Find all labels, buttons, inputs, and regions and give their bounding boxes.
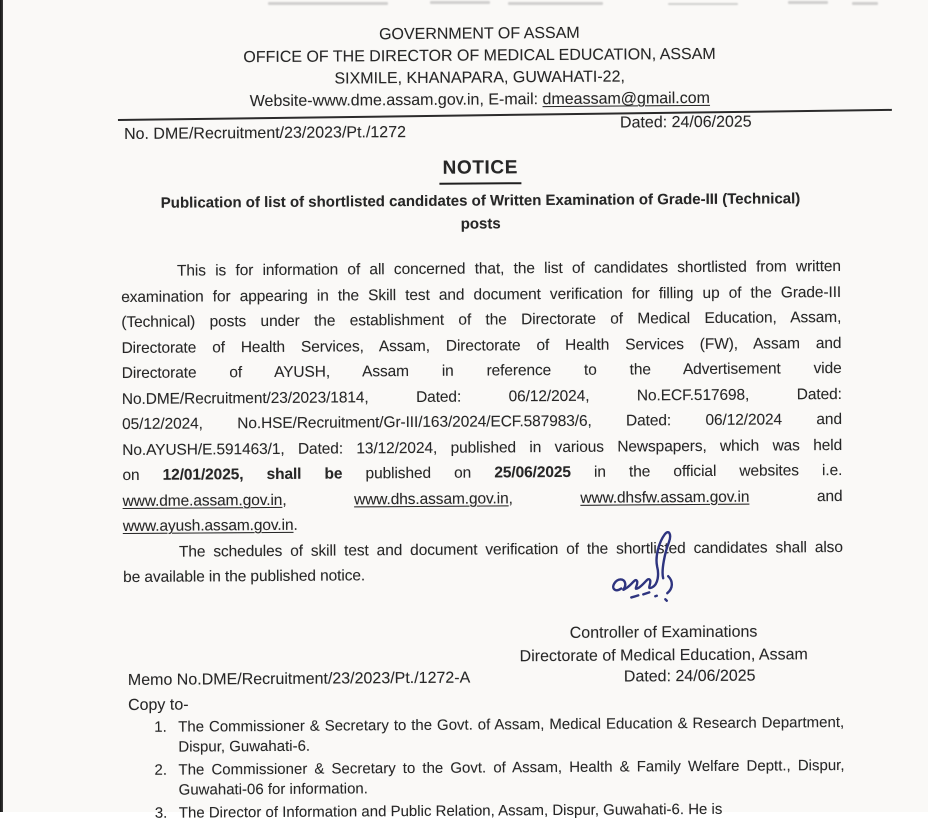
text-segment: The schedules of skill test and document verification of the shortlisted candidates shall also [178, 538, 843, 561]
scan-artifact [852, 2, 878, 5]
copy-to-item [124, 712, 844, 758]
link-text: www.ayush.assam.gov.in [122, 516, 294, 536]
item-text: The Commissioner & Secretary to the Govt. of Assam, Medical Education & Research Department, Dispur, Guwahati-6. [178, 713, 845, 756]
link-text: www.dhsfw.assam.gov.in [580, 488, 750, 507]
item-number: 3. [154, 804, 168, 822]
text-segment: , [282, 490, 355, 509]
link-text: www.dme.assam.gov.in [122, 491, 283, 510]
text-segment: GOVERNMENT OF ASSAM [378, 24, 580, 44]
signature-stroke-dash1 [631, 595, 638, 597]
body-paragraph-1 [121, 254, 843, 540]
signatory-organization: Directorate of Medical Education, Assam [519, 645, 808, 665]
reference-date: Dated: 24/06/2025 [619, 113, 752, 132]
text-segment: and [749, 487, 843, 506]
text-segment: in the official websites i.e. [570, 461, 843, 481]
text-segment: (Technical) posts under the establishment of the Directorate of Medical Education, Assam, [121, 308, 842, 332]
signature-stroke-dash3 [655, 596, 657, 597]
text-segment: No.AYUSH/E.591463/1, Dated: 13/12/2024, published in various Newspapers, which was held [122, 436, 843, 459]
copy-to-item [125, 798, 845, 824]
text-line [120, 87, 840, 114]
text-segment: . [293, 516, 298, 534]
signature-stroke-dash2 [643, 592, 649, 594]
scan-edge-strip [0, 0, 3, 812]
text-line [123, 560, 843, 591]
memo-date: Dated: 24/06/2025 [623, 667, 756, 686]
notice-title: NOTICE [440, 155, 522, 185]
reference-row [120, 113, 840, 148]
signatory-title: Controller of Examinations [569, 623, 758, 642]
copy-to-list [124, 712, 845, 824]
memo-number: Memo No.DME/Recruitment/23/2023/Pt./1272-A [127, 669, 471, 689]
text-segment: OFFICE OF THE DIRECTOR OF MEDICAL EDUCATION, ASSAM [243, 45, 716, 67]
letterhead [119, 0, 840, 114]
item-number: 1. [154, 718, 167, 736]
text-segment: SIXMILE, KHANAPARA, GUWAHATI-22, [334, 68, 625, 88]
text-line [123, 483, 843, 514]
signatory-block [483, 619, 843, 668]
notice-title-wrap [120, 153, 840, 187]
text-segment: published on [342, 464, 495, 483]
document-content [119, 0, 845, 826]
reference-number: No. DME/Recruitment/23/2023/Pt./1272 [123, 124, 407, 143]
item-text: The Director of Information and Public Relation, Assam, Dispur, Guwahati-6. He is [178, 800, 723, 822]
signature-stroke-dot [665, 599, 667, 601]
notice-subject [120, 187, 840, 238]
text-segment: be available in the published notice. [123, 567, 366, 587]
text-line [123, 534, 843, 565]
text-segment: examination for appearing in the Skill test and document verification for filling up of the Grade-III [121, 283, 842, 306]
copy-to-item [124, 755, 844, 801]
text-segment: Publication of list of shortlisted candidates of Written Examination of Grade-III (Technical) [160, 190, 801, 212]
text-segment: Directorate of AYUSH, Assam in reference to the Advertisement vide [121, 359, 842, 383]
copy-to-label: Copy to- [127, 696, 189, 714]
text-segment: 25/06/2025 [494, 463, 571, 482]
text-segment: 12/01/2025, shall be [162, 465, 343, 484]
text-segment: 05/12/2024, No.HSE/Recruitment/Gr-III/163/2024/ECF.587983/6, Dated: 06/12/2024 and [122, 410, 843, 434]
text-segment: No.DME/Recruitment/23/2023/1814, Dated: 06/12/2024, No.ECF.517698, Dated: [121, 385, 842, 408]
text-segment: , [508, 489, 581, 507]
link-text: dmeassam@gmail.com [542, 89, 710, 109]
item-number: 2. [154, 761, 168, 779]
link-text: www.dhs.assam.gov.in [354, 489, 509, 508]
text-segment: posts [460, 215, 501, 233]
text-segment: on [122, 466, 163, 485]
text-segment: Website-www.dme.assam.gov.in, E-mail: [249, 91, 543, 111]
text-segment: This is for information of all concerned that, the list of candidates shortlisted from written [176, 257, 841, 280]
body-paragraph-2 [123, 534, 843, 590]
text-segment: Directorate of Health Services, Assam, Directorate of Health Services (FW), Assam and [121, 334, 842, 357]
item-text: The Commissioner & Secretary to the Govt. of Assam, Health & Family Welfare Deptt., Dispur, Guwahati-06 for information. [178, 756, 845, 799]
